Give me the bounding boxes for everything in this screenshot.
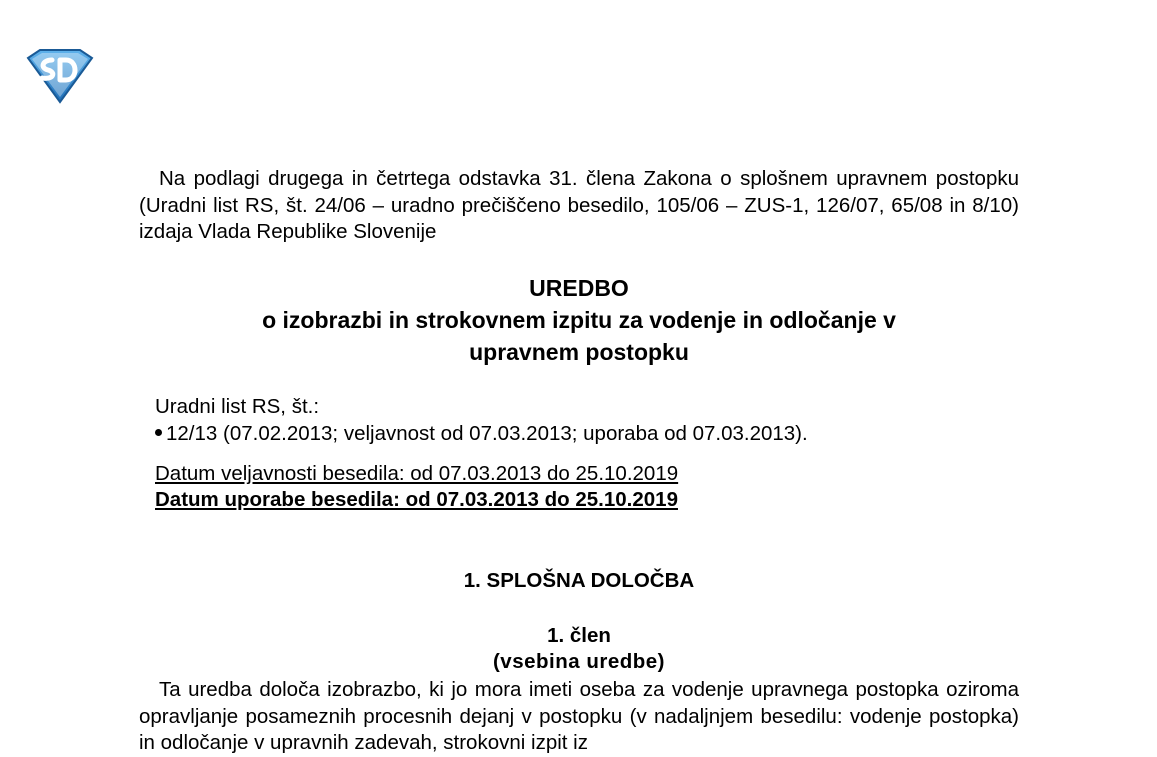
title-line-3: upravnem postopku — [469, 339, 689, 365]
usage-date: Datum uporabe besedila: od 07.03.2013 do 25.10.2019 — [155, 488, 678, 511]
gazette-entry — [155, 421, 808, 447]
title-line-1: UREDBO — [529, 275, 629, 301]
bullet-icon — [155, 429, 162, 436]
gazette-entry-text: 12/13 (07.02.2013; veljavnost od 07.03.2013; uporaba od 07.03.2013). — [166, 422, 808, 445]
article-subtitle: (vsebina uredbe) — [492, 650, 666, 673]
intro-paragraph: Na podlagi drugega in četrtega odstavka 31. člena Zakona o splošnem upravnem postopku (Uradni list RS, št. 24/06 – uradno prečiščeno besedilo, 105/06 – ZUS-1, 126/07, 65/08 in 8/10) izdaja Vlada Republike Slovenije — [139, 167, 1019, 243]
article-text: Ta uredba določa izobrazbo, ki jo mora imeti oseba za vodenje upravnega postopka oziroma opravljanje posameznih procesnih dejanj v postopku (v nadaljnjem besedilu: vodenje postopka) in odločanje v upravnih zadevah, strokovni izpit iz — [139, 678, 1019, 754]
article-number: 1. člen — [547, 624, 611, 647]
sd-logo-icon — [22, 48, 96, 104]
section-heading: 1. SPLOŠNA DOLOČBA — [463, 569, 695, 592]
document-title — [139, 272, 1019, 368]
gazette-label: Uradni list RS, št.: — [155, 395, 320, 418]
title-line-2: o izobrazbi in strokovnem izpitu za vodenje in odločanje v — [262, 307, 896, 333]
validity-date: Datum veljavnosti besedila: od 07.03.2013 do 25.10.2019 — [155, 462, 679, 485]
